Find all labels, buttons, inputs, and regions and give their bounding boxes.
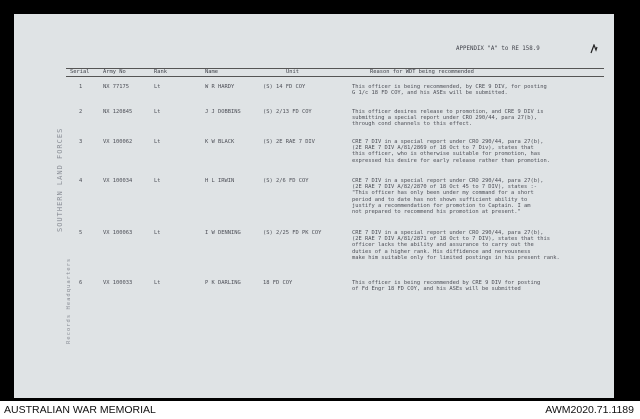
row-4-reason: CRE 7 DIV in a special report under CRO 290/44, para 27(b), (2E RAE 7 DIV A/82/2870 of 18 Oct 45 to 7 DIV), states :- "This officer has only been under my command for a short period and to date has not shown sufficient ability to justify a recommendation for promotion to Captain. I am not prepared to recommend his promotion at present.": [352, 178, 544, 216]
row-2-name: J J DOBBINS: [205, 109, 241, 115]
row-5-reason: CRE 7 DIV in a special report under CRO 290/44, para 27(b), (2E RAE 7 DIV A/81/2871 of 18 Oct to 7 DIV), states that this officer lacks the ability and assurance to carry out the duties of a higher rank. His diffidence and nervousness make him suitable only for limited postings in his present rank.: [352, 230, 560, 261]
institution-label: AUSTRALIAN WAR MEMORIAL: [4, 404, 156, 416]
row-5-rank: Lt: [154, 230, 161, 236]
col-header-army-no: Army No: [103, 69, 126, 75]
row-2-army-no: NX 120845: [103, 109, 133, 115]
side-stamp-text: SOUTHERN LAND FORCES: [56, 127, 64, 232]
side-stamp-text-2: Records Headquarters: [66, 257, 72, 344]
row-1-army-no: NX 77175: [103, 84, 129, 90]
row-5-unit: (S) 2/25 FD PK COY: [263, 230, 322, 236]
row-2-rank: Lt: [154, 109, 161, 115]
header-top-rule: [66, 68, 604, 69]
row-4-unit: (S) 2/6 FD COY: [263, 178, 309, 184]
row-6-serial: 6: [79, 280, 83, 286]
row-6-army-no: VX 100033: [103, 280, 133, 286]
row-3-rank: Lt: [154, 139, 161, 145]
row-2-unit: (S) 2/13 FD COY: [263, 109, 312, 115]
appendix-title: APPENDIX "A" to RE 158.9: [456, 46, 540, 52]
row-1-reason: This officer is being recommended, by CRE 9 DIV, for posting G 1/c 18 FD COY, and his ASEs will be submitted.: [352, 84, 547, 97]
accession-number: AWM2020.71.1189: [545, 404, 634, 416]
row-6-unit: 18 FD COY: [263, 280, 293, 286]
col-header-name: Name: [205, 69, 218, 75]
row-3-serial: 3: [79, 139, 83, 145]
row-3-reason: CRE 7 DIV in a special report under CRO 290/44, para 27(b), (2E RAE 7 DIV A/81/2869 of 18 Oct to 7 Div), states that this officer, who is otherwise suitable for promotion, has expressed his desire for early release rather than promotion.: [352, 139, 550, 164]
row-6-reason: This officer is being recommended by CRE 9 DIV for posting of Fd Engr 18 FD COY, and his ASEs will be submitted: [352, 280, 541, 293]
row-4-army-no: VX 100034: [103, 178, 133, 184]
col-header-serial: Serial: [70, 69, 90, 75]
row-5-serial: 5: [79, 230, 83, 236]
col-header-unit: Unit: [286, 69, 299, 75]
row-5-army-no: VX 100063: [103, 230, 133, 236]
row-4-name: H L IRWIN: [205, 178, 235, 184]
row-6-rank: Lt: [154, 280, 161, 286]
row-6-name: P K DARLING: [205, 280, 241, 286]
header-bottom-rule: [66, 76, 604, 77]
row-4-serial: 4: [79, 178, 83, 184]
row-1-serial: 1: [79, 84, 83, 90]
row-2-serial: 2: [79, 109, 83, 115]
row-1-rank: Lt: [154, 84, 161, 90]
row-4-rank: Lt: [154, 178, 161, 184]
col-header-reason: Reason for WDT being recommended: [370, 69, 474, 75]
col-header-rank: Rank: [154, 69, 167, 75]
row-3-name: K W BLACK: [205, 139, 235, 145]
row-1-unit: (S) 14 FD COY: [263, 84, 306, 90]
row-1-name: W R HARDY: [205, 84, 235, 90]
row-3-army-no: VX 100062: [103, 139, 133, 145]
row-2-reason: This officer desires release to promotion, and CRE 9 DIV is submitting a special report under CRO 290/44, para 27(b), through cond channels to this effect.: [352, 109, 544, 128]
ink-mark-icon: [590, 44, 598, 54]
row-3-unit: (S) 2E RAE 7 DIV: [263, 139, 315, 145]
caption-bar: [0, 401, 640, 419]
row-5-name: I W DENNING: [205, 230, 241, 236]
